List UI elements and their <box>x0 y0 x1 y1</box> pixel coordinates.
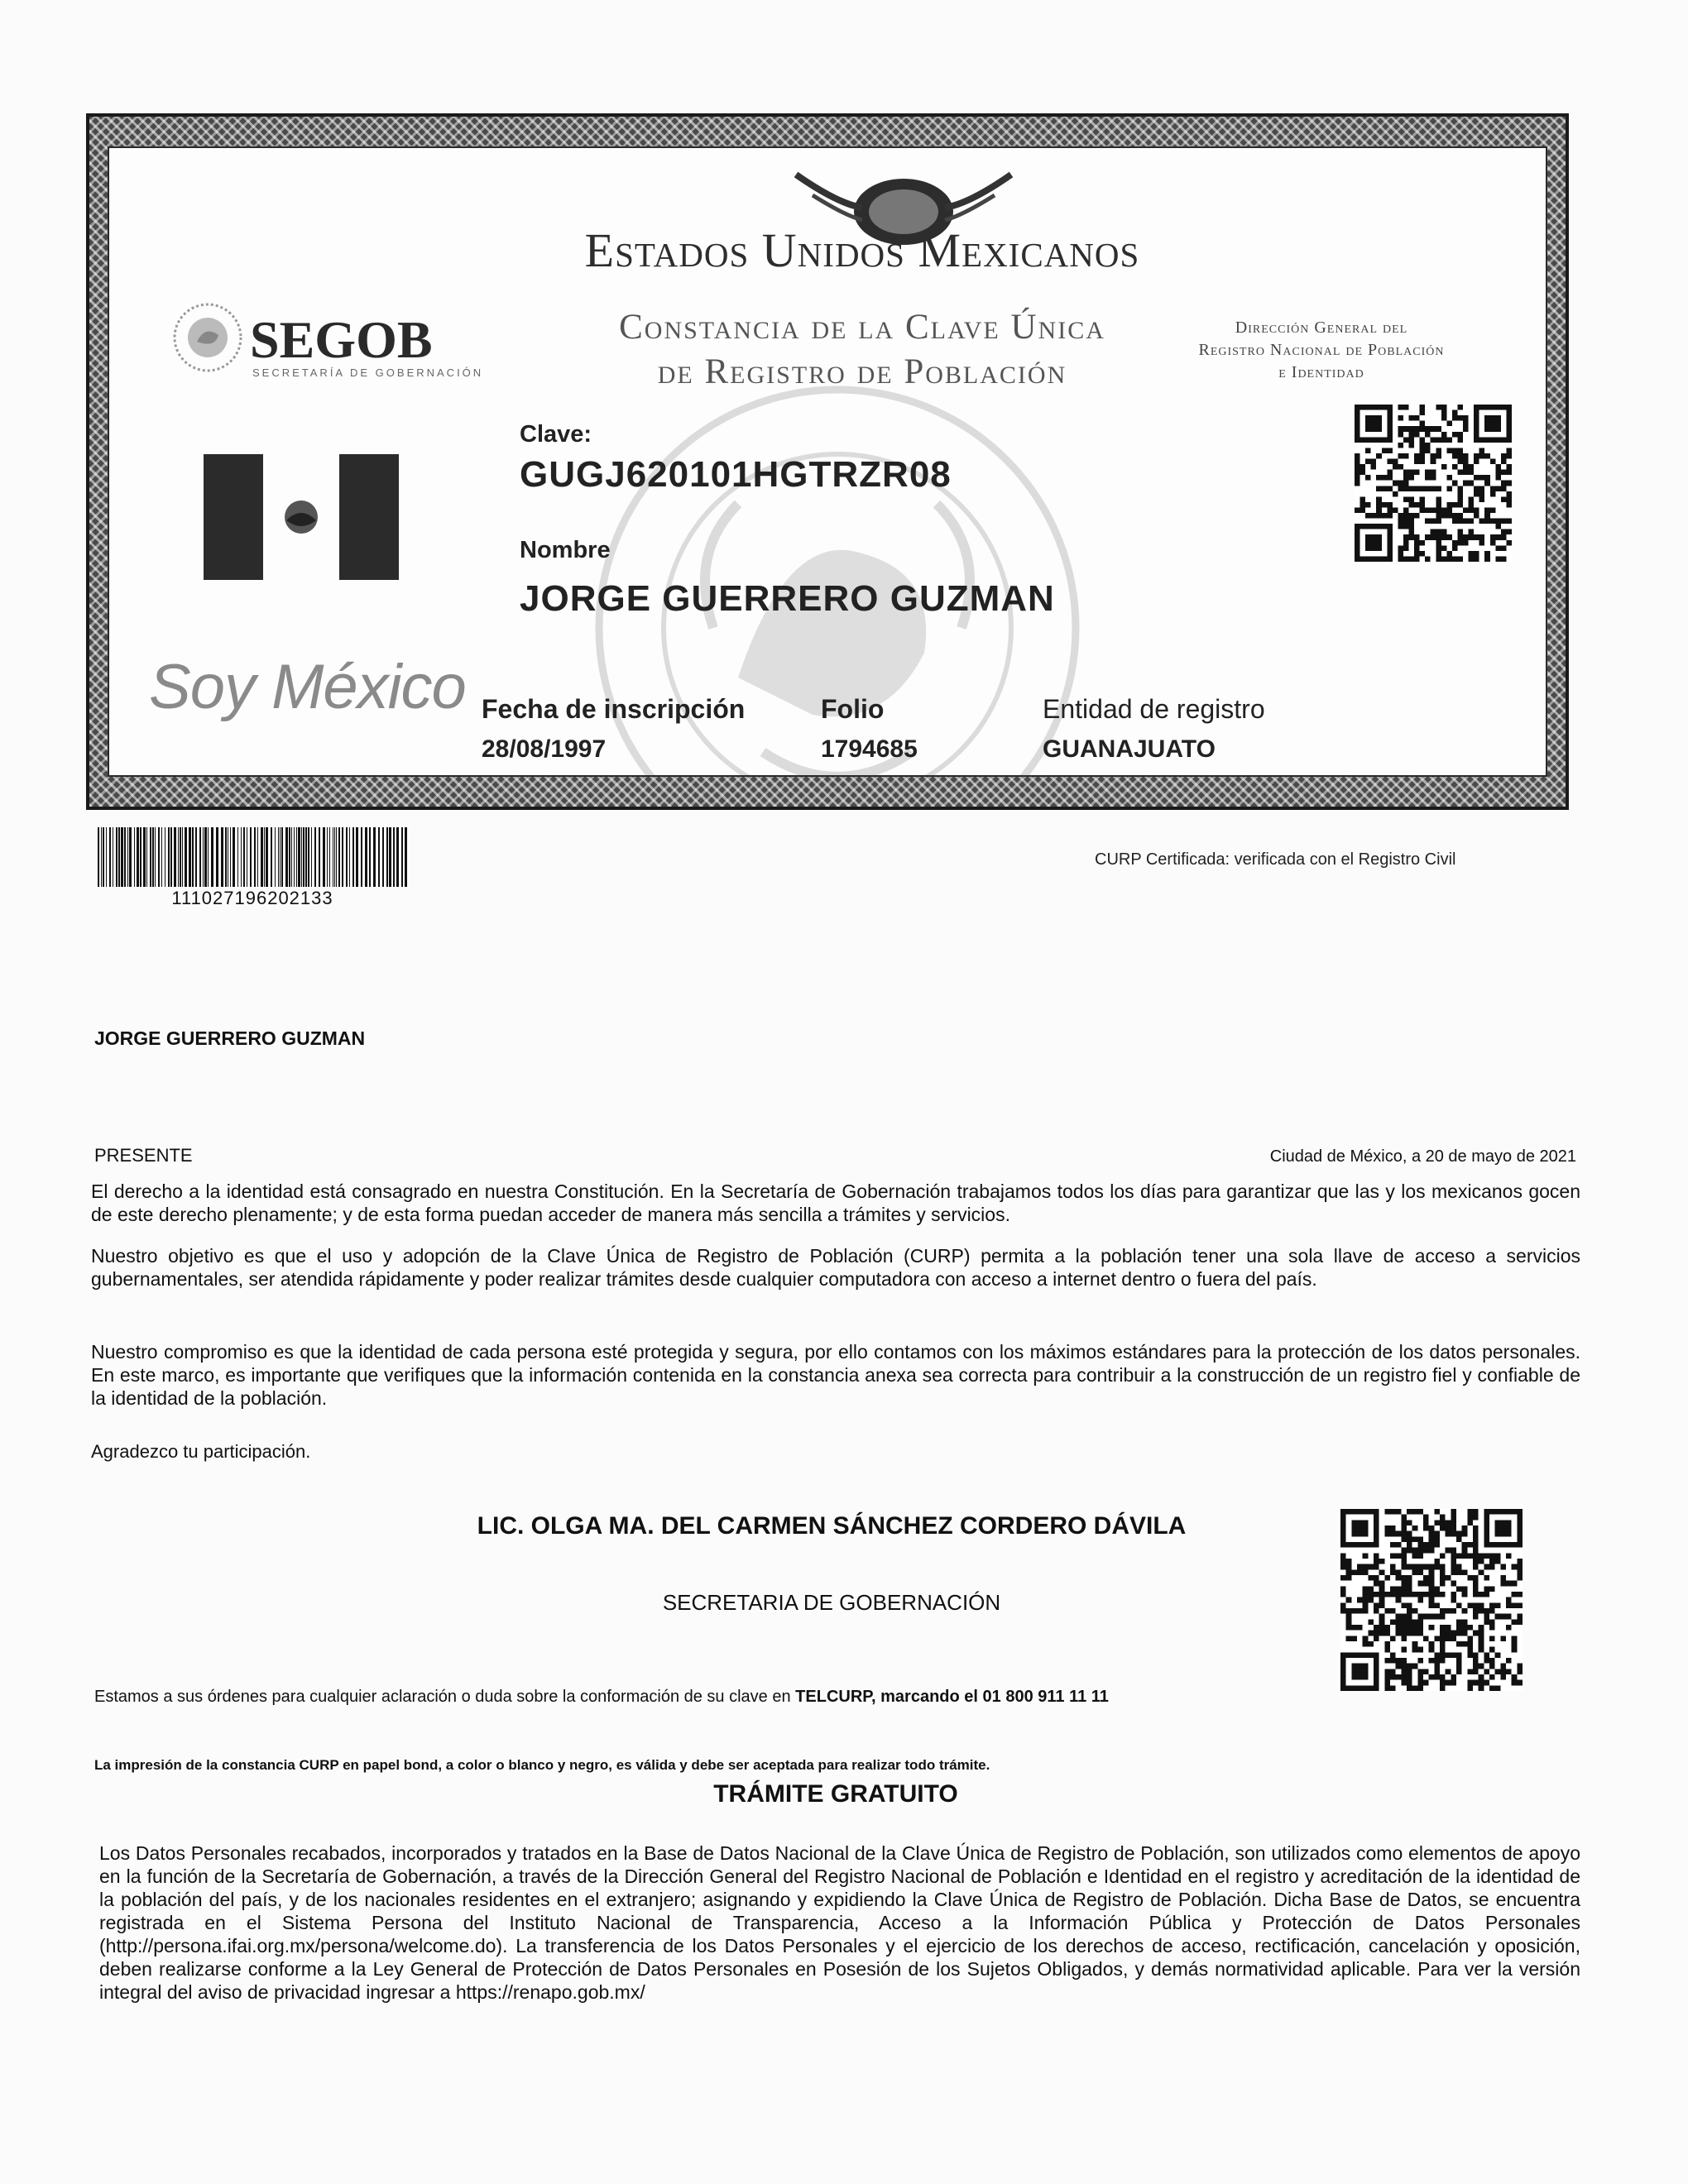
agency-line-3: e Identidad <box>1278 363 1364 381</box>
segob-subtitle: SECRETARÍA DE GOBERNACIÓN <box>252 366 484 379</box>
letter-paragraph-3: Nuestro compromiso es que la identidad de cada persona esté protegida y segura, por ello contamos con los máximos estándares para la protección de los datos personales. En este marco, es importante que verifiques que la información contenida en la constancia anexa sea correcta para contribuir a la construcción de un registro fiel y confiable de la identidad de la población. <box>91 1341 1580 1409</box>
entidad-registro-label: Entidad de registro <box>1043 694 1265 724</box>
card-body <box>108 146 1547 777</box>
folio-label: Folio <box>821 694 885 724</box>
nombre-label: Nombre <box>520 537 611 563</box>
subtitle-line-2: de Registro de Población <box>657 352 1067 391</box>
curp-certified-note: CURP Certificada: verificada con el Registro Civil <box>1095 850 1456 869</box>
letter-paragraph-2: Nuestro objetivo es que el uso y adopción de la Clave Única de Registro de Población (CURP) permita a la población tener una sola llave de acceso a servicios gubernamentales, ser atendida rápidamente y poder realizar trámites desde cualquier computadora con acceso a internet dentro o fuera del país. <box>91 1245 1580 1290</box>
place-and-date: Ciudad de México, a 20 de mayo de 2021 <box>1269 1147 1576 1166</box>
folio-value: 1794685 <box>821 735 918 763</box>
qr-code-icon <box>1350 405 1516 562</box>
clave-label: Clave: <box>520 421 592 448</box>
title-main: Estados Unidos Mexicanos <box>584 223 1140 277</box>
certificate-title <box>515 223 1210 278</box>
free-procedure-notice: TRÁMITE GRATUITO <box>713 1780 958 1808</box>
presente-label: PRESENTE <box>94 1145 193 1166</box>
privacy-notice: Los Datos Personales recabados, incorporados y tratados en la Base de Datos Nacional de la Clave Única de Registro de Población, son utilizados como elementos de apoyo en la función de la Secretaría de Gobernación, a través de la Dirección General del Registro Nacional de Población e Identidad en el registro y acreditación de la identidad de la población del país, y de los nacionales residentes en el extranjero; asignando y expidiendo la Clave Única de Registro de Población. Dicha Base de Datos, se encuentra registrada en el Sistema Persona del Instituto Nacional de Transparencia, Acceso a la Información Pública y Protección de Datos Personales (http://persona.ifai.org.mx/persona/welcome.do). La transferencia de los Datos Personales y el ejercicio de los derechos de acceso, rectificación, cancelación y oposición, deben realizarse conforme a la Ley General de Protección de Datos Personales en Posesión de los Sujetos Obligados, y demás normatividad aplicable. Para ver la versión integral del aviso de privacidad ingresar a https://renapo.gob.mx/ <box>99 1842 1580 2003</box>
curp-certificate-card <box>86 113 1569 810</box>
soy-mexico-slogan: Soy México <box>149 652 466 722</box>
print-validity-notice: La impresión de la constancia CURP en papel bond, a color o blanco y negro, es válida y debe ser aceptada para realizar todo trámite. <box>94 1757 990 1773</box>
signer-name: LIC. OLGA MA. DEL CARMEN SÁNCHEZ CORDERO DÁVILA <box>477 1512 1187 1540</box>
entidad-registro-value: GUANAJUATO <box>1043 735 1216 763</box>
subtitle-line-1: Constancia de la Clave Única <box>619 308 1105 347</box>
segob-logo: SEGOB <box>250 310 433 369</box>
agency-line-2: Registro Nacional de Población <box>1198 341 1445 359</box>
agency-line-1: Dirección General del <box>1235 318 1408 337</box>
letter-closing: Agradezco tu participación. <box>91 1441 311 1462</box>
barcode-number: 111027196202133 <box>171 888 333 908</box>
letter-paragraph-1: El derecho a la identidad está consagrado en nuestra Constitución. En la Secretaría de Gobernación trabajamos todos los días para garantizar que las y los mexicanos gocen de este derecho plenamente; y de esta forma puedan acceder de manera más sencilla a trámites y servicios. <box>91 1181 1580 1225</box>
fecha-inscripcion-value: 28/08/1997 <box>482 735 607 763</box>
addressee-name: JORGE GUERRERO GUZMAN <box>94 1027 366 1049</box>
segob-seal-icon <box>172 302 243 373</box>
telcurp-text: Estamos a sus órdenes para cualquier aclaración o duda sobre la conformación de su clave en <box>94 1688 796 1706</box>
telcurp-phone: TELCURP, marcando el 01 800 911 11 11 <box>795 1688 1109 1706</box>
agency-name <box>1185 317 1458 384</box>
clave-value: GUGJ620101HGTRZR08 <box>520 454 952 495</box>
nombre-value: JORGE GUERRERO GUZMAN <box>520 578 1055 619</box>
telcurp-notice <box>94 1688 1109 1707</box>
signature-qr-code-icon <box>1340 1509 1523 1691</box>
barcode-icon <box>98 827 407 887</box>
fecha-inscripcion-label: Fecha de inscripción <box>482 694 746 724</box>
mexican-flag-icon <box>204 454 399 580</box>
signer-title: SECRETARIA DE GOBERNACIÓN <box>662 1590 1001 1615</box>
certificate-subtitle <box>515 305 1210 395</box>
